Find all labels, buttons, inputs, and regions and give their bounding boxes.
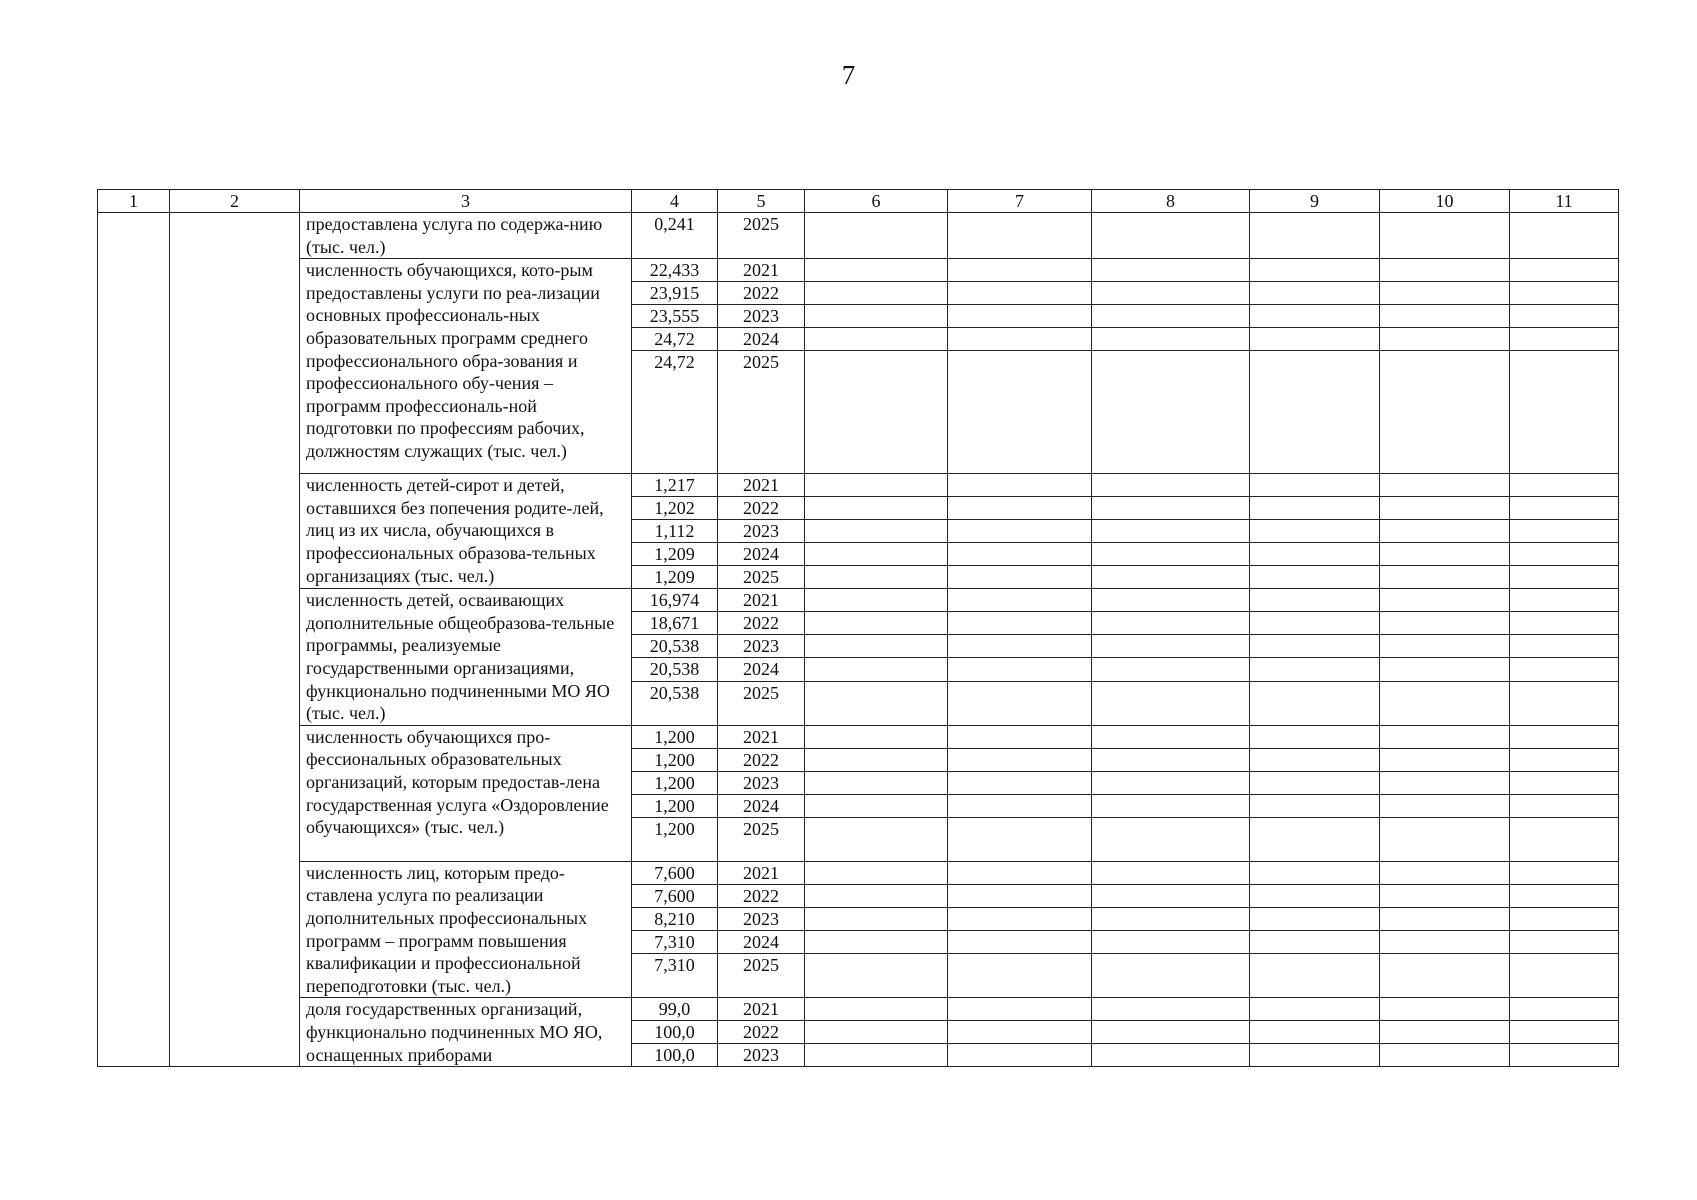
col-9-cell <box>1250 725 1380 748</box>
col-7-cell <box>948 1044 1092 1067</box>
indicator-year: 2021 <box>718 589 805 612</box>
col-11-cell <box>1510 282 1619 305</box>
col-7-cell <box>948 259 1092 282</box>
col-8-cell <box>1092 282 1250 305</box>
col-9-cell <box>1250 589 1380 612</box>
col-8-cell <box>1092 566 1250 589</box>
col-6-cell <box>805 725 948 748</box>
col-11-cell <box>1510 725 1619 748</box>
col-9-cell <box>1250 520 1380 543</box>
indicator-name-cell <box>300 474 632 589</box>
column-header: 11 <box>1510 190 1619 213</box>
col-6-cell <box>805 520 948 543</box>
col-10-cell <box>1380 658 1510 681</box>
col-10-cell <box>1380 213 1510 259</box>
col-8-cell <box>1092 931 1250 954</box>
col-10-cell <box>1380 566 1510 589</box>
col-6-cell <box>805 907 948 930</box>
col-9-cell <box>1250 861 1380 884</box>
col-10-cell <box>1380 861 1510 884</box>
col-10-cell <box>1380 305 1510 328</box>
col-10-cell <box>1380 884 1510 907</box>
indicator-name: доля государственных организаций, функционально подчиненных МО ЯО, оснащенных приборами <box>306 999 603 1065</box>
indicator-name: численность лиц, которым предо-ставлена услуга по реализации дополнительных профессиональных программ – программ повышения квалификации и профессиональной переподготовки (тыс. чел.) <box>306 862 588 996</box>
col-8-cell <box>1092 771 1250 794</box>
col-9-cell <box>1250 213 1380 259</box>
col-6-cell <box>805 474 948 497</box>
col-6-cell <box>805 658 948 681</box>
col-6-cell <box>805 635 948 658</box>
indicator-name-cell <box>300 861 632 998</box>
indicator-value: 1,200 <box>632 748 718 771</box>
col-9-cell <box>1250 305 1380 328</box>
indicator-value: 20,538 <box>632 635 718 658</box>
col-11-cell <box>1510 566 1619 589</box>
col-6-cell <box>805 566 948 589</box>
col-11-cell <box>1510 612 1619 635</box>
col-7-cell <box>948 305 1092 328</box>
indicator-year: 2022 <box>718 497 805 520</box>
column-header: 5 <box>718 190 805 213</box>
col-1-cell <box>98 213 170 1067</box>
indicator-value: 24,72 <box>632 351 718 474</box>
col-7-cell <box>948 884 1092 907</box>
column-header: 3 <box>300 190 632 213</box>
col-11-cell <box>1510 497 1619 520</box>
col-10-cell <box>1380 771 1510 794</box>
indicator-value: 22,433 <box>632 259 718 282</box>
indicator-year: 2024 <box>718 794 805 817</box>
col-10-cell <box>1380 954 1510 998</box>
col-7-cell <box>948 1021 1092 1044</box>
col-11-cell <box>1510 474 1619 497</box>
indicator-value: 8,210 <box>632 907 718 930</box>
col-10-cell <box>1380 1044 1510 1067</box>
col-9-cell <box>1250 282 1380 305</box>
col-10-cell <box>1380 794 1510 817</box>
col-11-cell <box>1510 681 1619 725</box>
table-row <box>98 725 1619 748</box>
indicator-year: 2024 <box>718 328 805 351</box>
indicator-year: 2025 <box>718 681 805 725</box>
col-10-cell <box>1380 520 1510 543</box>
col-6-cell <box>805 1021 948 1044</box>
col-10-cell <box>1380 748 1510 771</box>
col-11-cell <box>1510 589 1619 612</box>
col-11-cell <box>1510 658 1619 681</box>
indicator-value: 1,200 <box>632 817 718 861</box>
col-9-cell <box>1250 635 1380 658</box>
indicator-value: 16,974 <box>632 589 718 612</box>
col-9-cell <box>1250 612 1380 635</box>
col-8-cell <box>1092 725 1250 748</box>
col-7-cell <box>948 351 1092 474</box>
col-9-cell <box>1250 259 1380 282</box>
col-9-cell <box>1250 543 1380 566</box>
col-10-cell <box>1380 998 1510 1021</box>
col-10-cell <box>1380 282 1510 305</box>
col-11-cell <box>1510 817 1619 861</box>
indicator-year: 2022 <box>718 748 805 771</box>
indicator-value: 1,112 <box>632 520 718 543</box>
col-8-cell <box>1092 520 1250 543</box>
col-6-cell <box>805 589 948 612</box>
column-header: 9 <box>1250 190 1380 213</box>
col-9-cell <box>1250 474 1380 497</box>
col-7-cell <box>948 817 1092 861</box>
col-8-cell <box>1092 1044 1250 1067</box>
col-6-cell <box>805 861 948 884</box>
col-9-cell <box>1250 884 1380 907</box>
indicator-value: 1,209 <box>632 543 718 566</box>
table-body <box>98 213 1619 1067</box>
indicator-name-cell <box>300 213 632 259</box>
data-table <box>97 189 1619 1067</box>
col-11-cell <box>1510 884 1619 907</box>
col-7-cell <box>948 474 1092 497</box>
indicator-name: численность детей-сирот и детей, оставшихся без попечения родите-лей, лиц из их числа, обучающихся в профессиональных образова-тельных организациях (тыс. чел.) <box>306 475 604 586</box>
col-11-cell <box>1510 1021 1619 1044</box>
col-10-cell <box>1380 259 1510 282</box>
col-10-cell <box>1380 328 1510 351</box>
col-10-cell <box>1380 474 1510 497</box>
indicator-value: 1,217 <box>632 474 718 497</box>
col-7-cell <box>948 497 1092 520</box>
column-header: 4 <box>632 190 718 213</box>
indicator-name-cell <box>300 725 632 861</box>
col-11-cell <box>1510 931 1619 954</box>
col-11-cell <box>1510 794 1619 817</box>
indicator-value: 18,671 <box>632 612 718 635</box>
col-7-cell <box>948 998 1092 1021</box>
col-11-cell <box>1510 328 1619 351</box>
indicator-year: 2022 <box>718 282 805 305</box>
col-8-cell <box>1092 259 1250 282</box>
col-6-cell <box>805 884 948 907</box>
indicator-year: 2023 <box>718 907 805 930</box>
col-10-cell <box>1380 351 1510 474</box>
indicator-value: 7,310 <box>632 931 718 954</box>
column-number-row <box>98 190 1619 213</box>
indicator-value: 100,0 <box>632 1044 718 1067</box>
col-6-cell <box>805 282 948 305</box>
indicator-value: 7,310 <box>632 954 718 998</box>
col-8-cell <box>1092 474 1250 497</box>
col-11-cell <box>1510 998 1619 1021</box>
col-8-cell <box>1092 497 1250 520</box>
indicator-name: предоставлена услуга по содержа-нию (тыс. чел.) <box>306 214 603 257</box>
col-6-cell <box>805 259 948 282</box>
indicator-year: 2025 <box>718 566 805 589</box>
indicator-value: 7,600 <box>632 884 718 907</box>
indicator-year: 2025 <box>718 817 805 861</box>
col-8-cell <box>1092 305 1250 328</box>
indicator-year: 2021 <box>718 259 805 282</box>
indicator-year: 2021 <box>718 474 805 497</box>
column-header: 8 <box>1092 190 1250 213</box>
col-2-cell <box>170 213 300 1067</box>
col-10-cell <box>1380 612 1510 635</box>
col-7-cell <box>948 543 1092 566</box>
indicator-year: 2023 <box>718 635 805 658</box>
col-6-cell <box>805 681 948 725</box>
indicator-year: 2025 <box>718 213 805 259</box>
indicator-value: 1,200 <box>632 771 718 794</box>
column-header: 2 <box>170 190 300 213</box>
col-7-cell <box>948 794 1092 817</box>
table-row <box>98 861 1619 884</box>
column-header: 10 <box>1380 190 1510 213</box>
col-9-cell <box>1250 681 1380 725</box>
col-10-cell <box>1380 1021 1510 1044</box>
col-8-cell <box>1092 612 1250 635</box>
col-6-cell <box>805 497 948 520</box>
col-6-cell <box>805 351 948 474</box>
col-6-cell <box>805 1044 948 1067</box>
col-9-cell <box>1250 1044 1380 1067</box>
indicator-year: 2022 <box>718 612 805 635</box>
col-8-cell <box>1092 884 1250 907</box>
col-6-cell <box>805 998 948 1021</box>
col-7-cell <box>948 520 1092 543</box>
indicator-value: 23,555 <box>632 305 718 328</box>
col-7-cell <box>948 907 1092 930</box>
indicator-year: 2023 <box>718 305 805 328</box>
indicator-value: 100,0 <box>632 1021 718 1044</box>
col-8-cell <box>1092 635 1250 658</box>
indicator-value: 20,538 <box>632 681 718 725</box>
indicator-name: численность детей, осваивающих дополнительные общеобразова-тельные программы, реализуемые государственными организациями, функционально подчиненными МО ЯО (тыс. чел.) <box>306 590 615 724</box>
col-8-cell <box>1092 907 1250 930</box>
col-10-cell <box>1380 497 1510 520</box>
col-9-cell <box>1250 931 1380 954</box>
indicator-year: 2024 <box>718 543 805 566</box>
col-8-cell <box>1092 589 1250 612</box>
column-header: 7 <box>948 190 1092 213</box>
indicator-year: 2023 <box>718 771 805 794</box>
col-6-cell <box>805 305 948 328</box>
indicator-year: 2022 <box>718 884 805 907</box>
col-9-cell <box>1250 328 1380 351</box>
indicator-value: 99,0 <box>632 998 718 1021</box>
col-6-cell <box>805 817 948 861</box>
col-9-cell <box>1250 658 1380 681</box>
col-7-cell <box>948 589 1092 612</box>
col-11-cell <box>1510 954 1619 998</box>
column-header: 1 <box>98 190 170 213</box>
col-11-cell <box>1510 771 1619 794</box>
indicator-year: 2022 <box>718 1021 805 1044</box>
col-8-cell <box>1092 351 1250 474</box>
col-9-cell <box>1250 998 1380 1021</box>
indicator-value: 1,209 <box>632 566 718 589</box>
table-row <box>98 259 1619 282</box>
indicator-value: 1,202 <box>632 497 718 520</box>
col-10-cell <box>1380 681 1510 725</box>
col-7-cell <box>948 771 1092 794</box>
col-7-cell <box>948 658 1092 681</box>
col-10-cell <box>1380 931 1510 954</box>
col-11-cell <box>1510 305 1619 328</box>
col-7-cell <box>948 282 1092 305</box>
col-9-cell <box>1250 1021 1380 1044</box>
col-7-cell <box>948 931 1092 954</box>
col-9-cell <box>1250 771 1380 794</box>
table-row <box>98 998 1619 1021</box>
col-8-cell <box>1092 1021 1250 1044</box>
table-row <box>98 589 1619 612</box>
col-6-cell <box>805 748 948 771</box>
col-9-cell <box>1250 907 1380 930</box>
col-10-cell <box>1380 817 1510 861</box>
col-7-cell <box>948 612 1092 635</box>
indicator-name: численность обучающихся про-фессиональных образовательных организаций, которым предостав-лена государственная услуга «Оздоровление обучающихся» (тыс. чел.) <box>306 726 609 838</box>
col-7-cell <box>948 213 1092 259</box>
indicator-name-cell <box>300 998 632 1067</box>
col-6-cell <box>805 612 948 635</box>
col-9-cell <box>1250 817 1380 861</box>
col-9-cell <box>1250 566 1380 589</box>
col-11-cell <box>1510 213 1619 259</box>
col-8-cell <box>1092 213 1250 259</box>
col-8-cell <box>1092 817 1250 861</box>
col-7-cell <box>948 635 1092 658</box>
indicator-name-cell <box>300 589 632 726</box>
indicator-value: 1,200 <box>632 725 718 748</box>
page-number: 7 <box>841 60 856 90</box>
col-8-cell <box>1092 954 1250 998</box>
indicator-value: 7,600 <box>632 861 718 884</box>
col-7-cell <box>948 566 1092 589</box>
table-row <box>98 474 1619 497</box>
indicator-value: 24,72 <box>632 328 718 351</box>
indicator-year: 2021 <box>718 861 805 884</box>
indicator-year: 2025 <box>718 954 805 998</box>
indicator-year: 2023 <box>718 520 805 543</box>
column-header: 6 <box>805 190 948 213</box>
col-8-cell <box>1092 861 1250 884</box>
col-6-cell <box>805 771 948 794</box>
indicator-value: 0,241 <box>632 213 718 259</box>
col-11-cell <box>1510 259 1619 282</box>
col-10-cell <box>1380 589 1510 612</box>
col-8-cell <box>1092 658 1250 681</box>
indicator-value: 23,915 <box>632 282 718 305</box>
col-6-cell <box>805 213 948 259</box>
indicator-year: 2024 <box>718 931 805 954</box>
col-8-cell <box>1092 328 1250 351</box>
indicator-year: 2024 <box>718 658 805 681</box>
col-8-cell <box>1092 543 1250 566</box>
col-7-cell <box>948 328 1092 351</box>
col-11-cell <box>1510 1044 1619 1067</box>
col-6-cell <box>805 328 948 351</box>
indicator-year: 2025 <box>718 351 805 474</box>
indicator-value: 1,200 <box>632 794 718 817</box>
col-6-cell <box>805 954 948 998</box>
col-11-cell <box>1510 861 1619 884</box>
col-8-cell <box>1092 748 1250 771</box>
indicator-name-cell <box>300 259 632 474</box>
col-7-cell <box>948 748 1092 771</box>
indicator-year: 2021 <box>718 725 805 748</box>
col-10-cell <box>1380 635 1510 658</box>
col-11-cell <box>1510 543 1619 566</box>
col-10-cell <box>1380 543 1510 566</box>
col-7-cell <box>948 681 1092 725</box>
indicator-year: 2023 <box>718 1044 805 1067</box>
col-7-cell <box>948 954 1092 998</box>
indicator-year: 2021 <box>718 998 805 1021</box>
col-11-cell <box>1510 520 1619 543</box>
col-9-cell <box>1250 497 1380 520</box>
col-6-cell <box>805 931 948 954</box>
col-11-cell <box>1510 351 1619 474</box>
col-10-cell <box>1380 725 1510 748</box>
col-9-cell <box>1250 954 1380 998</box>
col-8-cell <box>1092 681 1250 725</box>
indicator-value: 20,538 <box>632 658 718 681</box>
col-9-cell <box>1250 351 1380 474</box>
col-8-cell <box>1092 998 1250 1021</box>
col-11-cell <box>1510 748 1619 771</box>
col-10-cell <box>1380 907 1510 930</box>
table-row <box>98 213 1619 259</box>
col-11-cell <box>1510 635 1619 658</box>
col-6-cell <box>805 543 948 566</box>
col-9-cell <box>1250 748 1380 771</box>
col-8-cell <box>1092 794 1250 817</box>
indicator-name: численность обучающихся, кото-рым предоставлены услуги по реа-лизации основных профессиональ-ных образовательных программ среднего профессионального обра-зования и профессионального обу-чения – программ профессиональ-ной подготовки по профессиям рабочих, должностям служащих (тыс. чел.) <box>306 260 600 461</box>
col-9-cell <box>1250 794 1380 817</box>
col-7-cell <box>948 725 1092 748</box>
col-11-cell <box>1510 907 1619 930</box>
col-7-cell <box>948 861 1092 884</box>
col-6-cell <box>805 794 948 817</box>
